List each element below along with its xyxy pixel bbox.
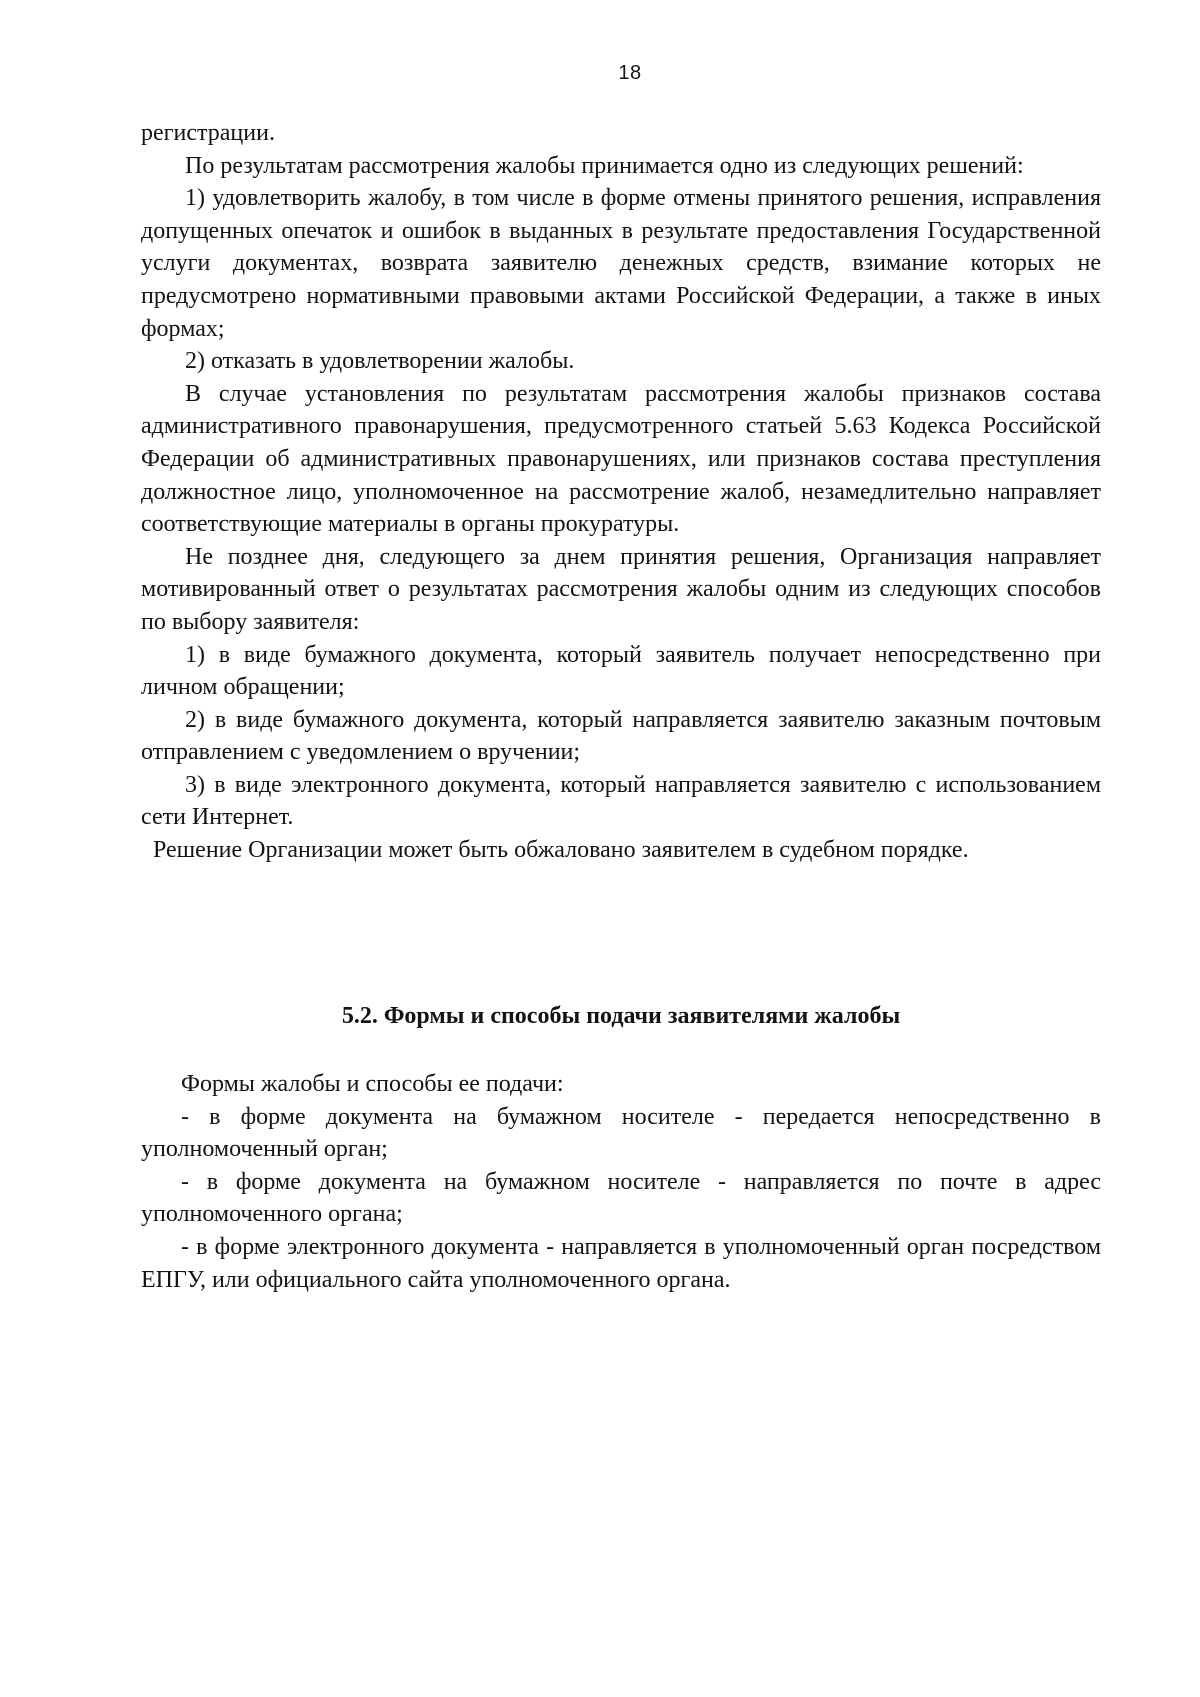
paragraph-response-option-2: 2) в виде бумажного документа, который направляется заявителю заказным почтовым отправлением с уведомлением о вручении; bbox=[141, 706, 1101, 766]
list-item-electronic: - в форме электронного документа - направляется в уполномоченный орган посредством ЕПГУ, или официального сайта уполномоченного органа. bbox=[141, 1233, 1101, 1293]
paragraph-forms-intro: Формы жалобы и способы ее подачи: bbox=[181, 1071, 564, 1097]
body-text bbox=[141, 117, 1101, 867]
paragraph-violation: В случае установления по результатам рассмотрения жалобы признаков состава административного правонарушения, предусмотренного статьей 5.63 Кодекса Российской Федерации об административных правонарушениях, или признаков состава преступления должностное лицо, уполномоченное на рассмотрение жалоб, незамедлительно направляет соответствующие материалы в органы прокуратуры. bbox=[141, 380, 1101, 538]
page-number: 18 bbox=[618, 62, 642, 84]
section-body-text bbox=[141, 1068, 1101, 1296]
section-heading: 5.2. Формы и способы подачи заявителями жалобы bbox=[341, 1003, 901, 1029]
list-item-paper-mail: - в форме документа на бумажном носителе - направляется по почте в адрес уполномоченного органа; bbox=[141, 1168, 1101, 1228]
paragraph-continuation: регистрации. bbox=[141, 120, 275, 146]
paragraph-court-appeal: Решение Организации может быть обжаловано заявителем в судебном порядке. bbox=[153, 837, 969, 864]
paragraph-response-option-1: 1) в виде бумажного документа, который заявитель получает непосредственно при личном обращении; bbox=[141, 641, 1101, 701]
paragraph-response-option-3: 3) в виде электронного документа, который направляется заявителю с использованием сети Интернет. bbox=[141, 771, 1101, 831]
paragraph-decision-option-1: 1) удовлетворить жалобу, в том числе в форме отмены принятого решения, исправления допущенных опечаток и ошибок в выданных в результате предоставления Государственной услуги документах, возврата заявителю денежных средств, взимание которых не предусмотрено нормативными правовыми актами Российской Федерации, а также в иных формах; bbox=[141, 185, 1101, 342]
list-item-paper-direct: - в форме документа на бумажном носителе - передается непосредственно в уполномоченный орган; bbox=[141, 1103, 1101, 1163]
paragraph-decision-intro: По результатам рассмотрения жалобы принимается одно из следующих решений: bbox=[185, 152, 1024, 179]
paragraph-response-intro: Не позднее дня, следующего за днем принятия решения, Организация направляет мотивированный ответ о результатах рассмотрения жалобы одним из следующих способов по выбору заявителя: bbox=[141, 543, 1101, 635]
paragraph-decision-option-2: 2) отказать в удовлетворении жалобы. bbox=[185, 348, 575, 375]
